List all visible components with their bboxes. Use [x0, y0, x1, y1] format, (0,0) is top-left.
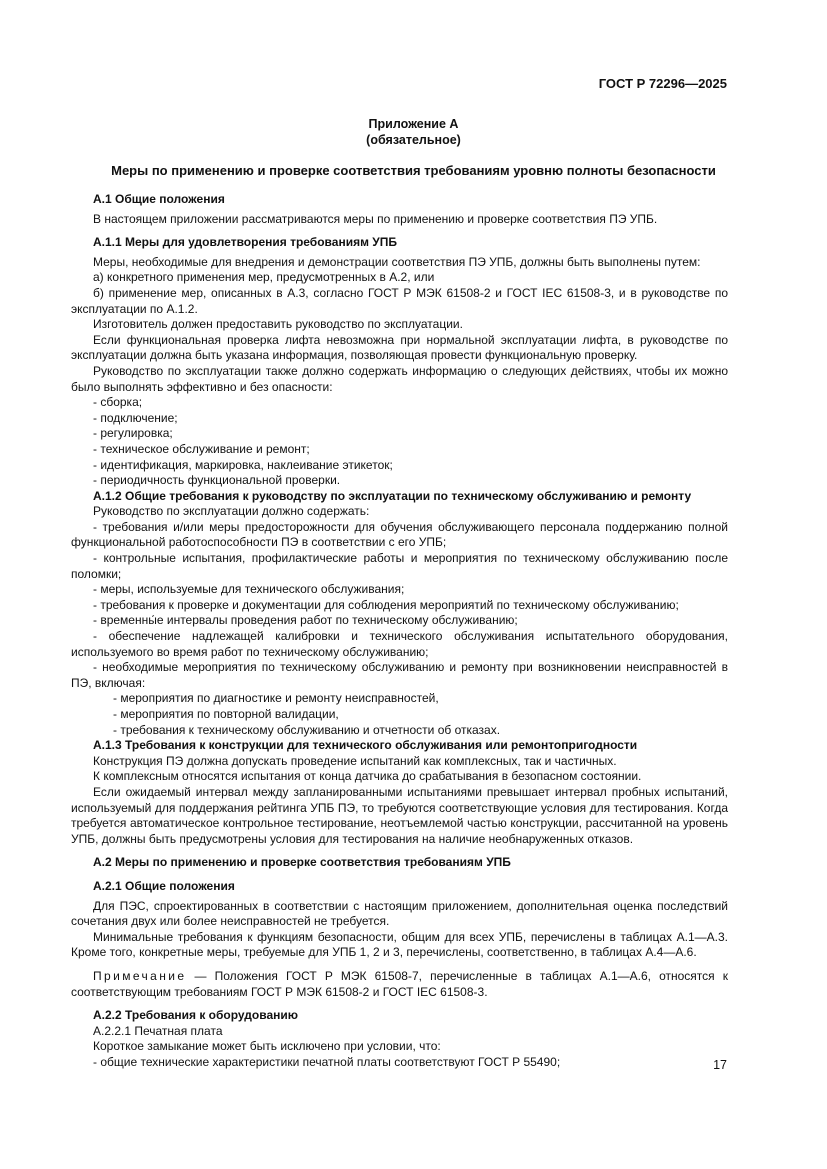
paragraph: Изготовитель должен предоставить руководство по эксплуатации. — [93, 317, 463, 332]
list-item: - регулировка; — [93, 426, 173, 441]
list-item: - идентификация, маркировка, наклеивание этикеток; — [93, 457, 393, 472]
section-heading-a22: А.2.2 Требования к оборудованию — [93, 1008, 299, 1023]
paragraph: Руководство по эксплуатации должно содержать: — [93, 504, 370, 519]
note — [71, 969, 728, 1000]
paragraph: Короткое замыкание может быть исключено при условии, что: — [93, 1039, 441, 1054]
list-item: - периодичность функциональной проверки. — [93, 473, 341, 488]
paragraph: Минимальные требования к функциям безопасности, общим для всех УПБ, перечислены в таблицах А.1—А.3. Кроме того, конкретные меры, требуемые для УПБ 1, 2 и 3, перечислены, соответственно, в таблицах А.4—А.6. — [71, 929, 728, 960]
list-item: - меры, используемые для технического обслуживания; — [93, 582, 405, 597]
section-heading-a13: А.1.3 Требования к конструкции для технического обслуживания или ремонтопригодности — [93, 738, 638, 753]
section-heading-a11: А.1.1 Меры для удовлетворения требованиям УПБ — [93, 235, 397, 250]
list-item: - подключение; — [93, 410, 178, 425]
paragraph: Если функциональная проверка лифта невозможна при нормальной эксплуатации лифта, в руководстве по эксплуатации должна быть указана информация, позволяющая провести функциональную проверку. — [71, 332, 728, 363]
paragraph: Меры, необходимые для внедрения и демонстрации соответствия ПЭ УПБ, должны быть выполнены путем: — [93, 254, 701, 269]
list-item: - техническое обслуживание и ремонт; — [93, 441, 310, 456]
note-text: — Положения ГОСТ Р МЭК 61508-7, перечисленные в таблицах А.1—А.6, относятся к соответствующим требованиям ГОСТ Р МЭК 61508-2 и ГОСТ IEC 61508-3. — [71, 968, 728, 999]
paragraph: К комплексным относятся испытания от конца датчика до срабатывания в безопасном состоянии. — [93, 769, 642, 784]
paragraph: В настоящем приложении рассматриваются меры по применению и проверке соответствия ПЭ УПБ. — [93, 211, 658, 226]
paragraph: Если ожидаемый интервал между запланированными испытаниями превышает интервал пробных испытаний, используемый для поддержания рейтинга УПБ ПЭ, то требуются соответствующие условия для тестирования. Когда требуется автоматическое контрольное тестирование, неотъемлемой частью конструкции, рассчитанной на уровень УПБ, должны быть предусмотрены условия для тестирования на наличие необнаруженных отказов. — [71, 784, 728, 846]
standard-code: ГОСТ Р 72296—2025 — [598, 76, 727, 91]
list-item: - обеспечение надлежащей калибровки и технического обслуживания испытательного оборудования, используемого во время работ по техническому обслуживанию; — [71, 629, 728, 659]
list-item: - необходимые мероприятия по техническому обслуживанию и ремонту при возникновении неисправностей в ПЭ, включая: — [71, 660, 728, 690]
list-item: - временны́е интервалы проведения работ по техническому обслуживанию; — [93, 613, 518, 628]
main-title: Меры по применению и проверке соответствия требованиям уровню полноты безопасности — [111, 163, 716, 178]
list-item: - требования и/или меры предосторожности для обучения обслуживающего персонала поддержанию полной функциональной работоспособности ПЭ в соответствии с его УПБ; — [71, 519, 728, 550]
document-body — [71, 192, 728, 1070]
subsection-heading: А.2.2.1 Печатная плата — [93, 1023, 223, 1038]
section-heading-a12: А.1.2 Общие требования к руководству по эксплуатации по техническому обслуживанию и ремонту — [93, 488, 692, 503]
section-heading-a2: А.2 Меры по применению и проверке соответствия требованиям УПБ — [93, 855, 511, 870]
list-item: б) применение мер, описанных в А.3, согласно ГОСТ Р МЭК 61508-2 и ГОСТ IEC 61508-3, и в руководстве по эксплуатации по А.1.2. — [71, 285, 728, 316]
page-number: 17 — [713, 1058, 727, 1072]
list-item: - сборка; — [93, 395, 143, 410]
list-item: - требования к проверке и документации для соблюдения мероприятий по техническому обслуживанию; — [93, 597, 679, 612]
appendix-status: (обязательное) — [366, 133, 461, 147]
section-heading-a1: А.1 Общие положения — [93, 192, 225, 206]
note-label: Примечание — [93, 968, 187, 983]
paragraph: Руководство по эксплуатации также должно содержать информацию о следующих действиях, чтобы их можно было выполнять эффективно и без опасности: — [71, 363, 728, 394]
section-heading-a21: А.2.1 Общие положения — [93, 878, 235, 893]
paragraph: Конструкция ПЭ должна допускать проведение испытаний как комплексных, так и частичных. — [93, 753, 617, 768]
sub-list-item: - требования к техническому обслуживанию и отчетности об отказах. — [113, 722, 501, 737]
sub-list-item: - мероприятия по диагностике и ремонту неисправностей, — [113, 691, 439, 706]
appendix-title-block — [0, 116, 827, 148]
sub-list-item: - мероприятия по повторной валидации, — [113, 707, 339, 721]
list-item: - общие технические характеристики печатной платы соответствуют ГОСТ Р 55490; — [93, 1054, 561, 1069]
list-item: а) конкретного применения мер, предусмотренных в А.2, или — [93, 270, 435, 285]
paragraph: Для ПЭС, спроектированных в соответствии с настоящим приложением, дополнительная оценка последствий сочетания двух или более неисправностей не требуется. — [71, 898, 728, 929]
appendix-title: Приложение А — [368, 117, 459, 131]
list-item: - контрольные испытания, профилактические работы и мероприятия по техническому обслуживанию после поломки; — [71, 551, 728, 581]
